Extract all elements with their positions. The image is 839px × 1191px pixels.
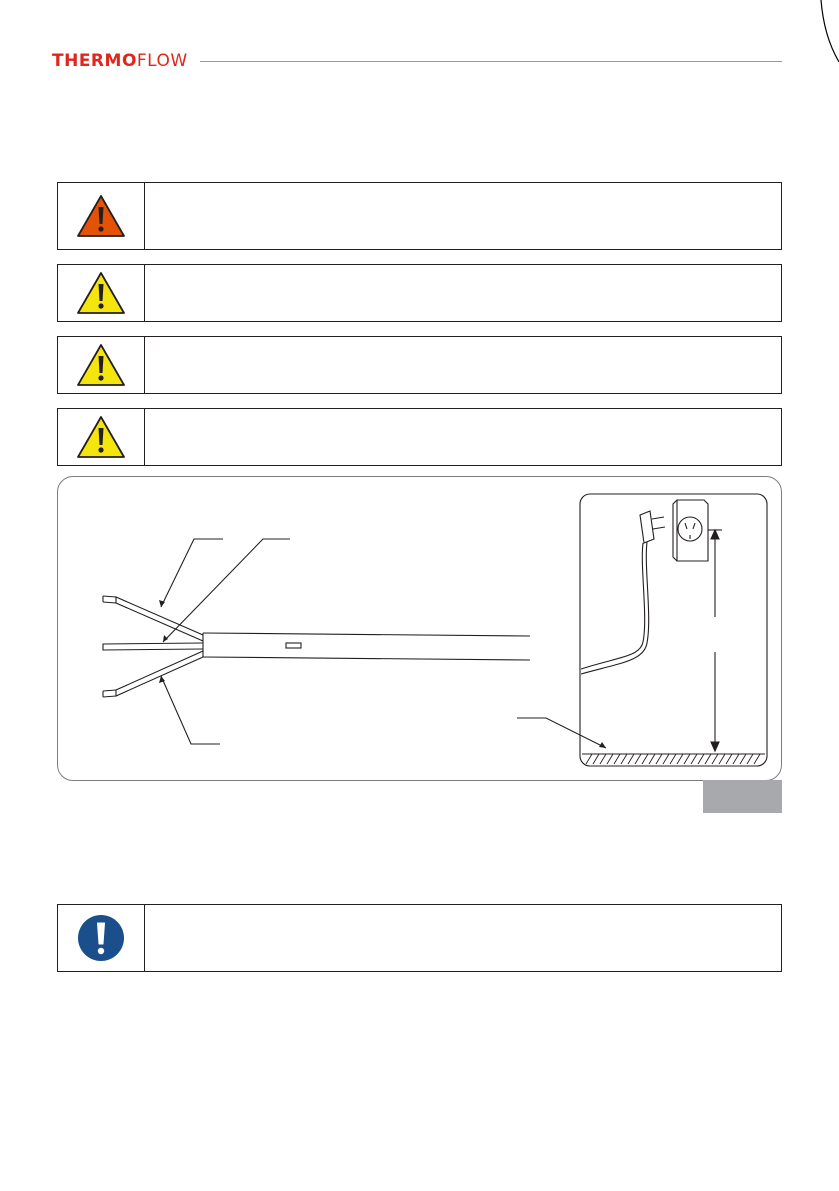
callout-leader-3: [161, 676, 220, 744]
arrowheads: [159, 600, 606, 748]
notice-icon-cell: [58, 337, 145, 393]
wire-middle: [103, 643, 203, 650]
warning-triangle-yellow-icon: [76, 343, 126, 387]
brand-logo-part2: FLOW: [136, 51, 188, 71]
wall-socket: [673, 500, 708, 561]
warning-triangle-yellow-icon: [76, 271, 126, 315]
notice-icon-cell: [58, 183, 145, 249]
plug-and-cord: [581, 511, 665, 674]
callout-leader-4: [517, 718, 606, 748]
danger-notice: [57, 182, 782, 250]
warning-triangle-yellow-icon: [76, 415, 126, 459]
page-edge-curve: [799, 0, 839, 70]
warning-notice: [57, 264, 782, 322]
figure-label: [703, 780, 782, 813]
notice-icon-cell: [58, 905, 145, 971]
cable-sheath-bottom: [203, 657, 530, 660]
warning-notice: [57, 408, 782, 466]
warning-notice: [57, 336, 782, 394]
cable-sheath-top: [203, 633, 530, 636]
brand-logo-part1: THERMO: [52, 51, 137, 71]
wire-upper: [116, 597, 203, 641]
height-dimension: [708, 530, 722, 751]
callout-leader-1: [161, 539, 223, 607]
socket-height-panel: [580, 494, 767, 766]
exclamation-circle-blue-icon: [76, 913, 126, 963]
header-divider: [200, 61, 782, 62]
notice-text: [146, 911, 775, 965]
notice-text: [146, 189, 775, 243]
notice-text: [146, 415, 775, 459]
callout-leader-2: [163, 539, 290, 642]
wiring-figure: [57, 476, 782, 781]
brand-logo: [52, 50, 188, 72]
notice-text: [146, 271, 775, 315]
page-header: [52, 50, 782, 72]
wiring-illustration: [58, 477, 783, 782]
warning-triangle-orange-icon: [76, 194, 126, 238]
notice-icon-cell: [58, 409, 145, 465]
notice-text: [146, 343, 775, 387]
mandatory-notice: [57, 904, 782, 972]
wire-lower: [116, 651, 203, 696]
cable-marking: [286, 643, 301, 648]
notice-icon-cell: [58, 265, 145, 321]
floor-hatching: [582, 754, 765, 764]
power-cord-diagram: [103, 539, 606, 748]
